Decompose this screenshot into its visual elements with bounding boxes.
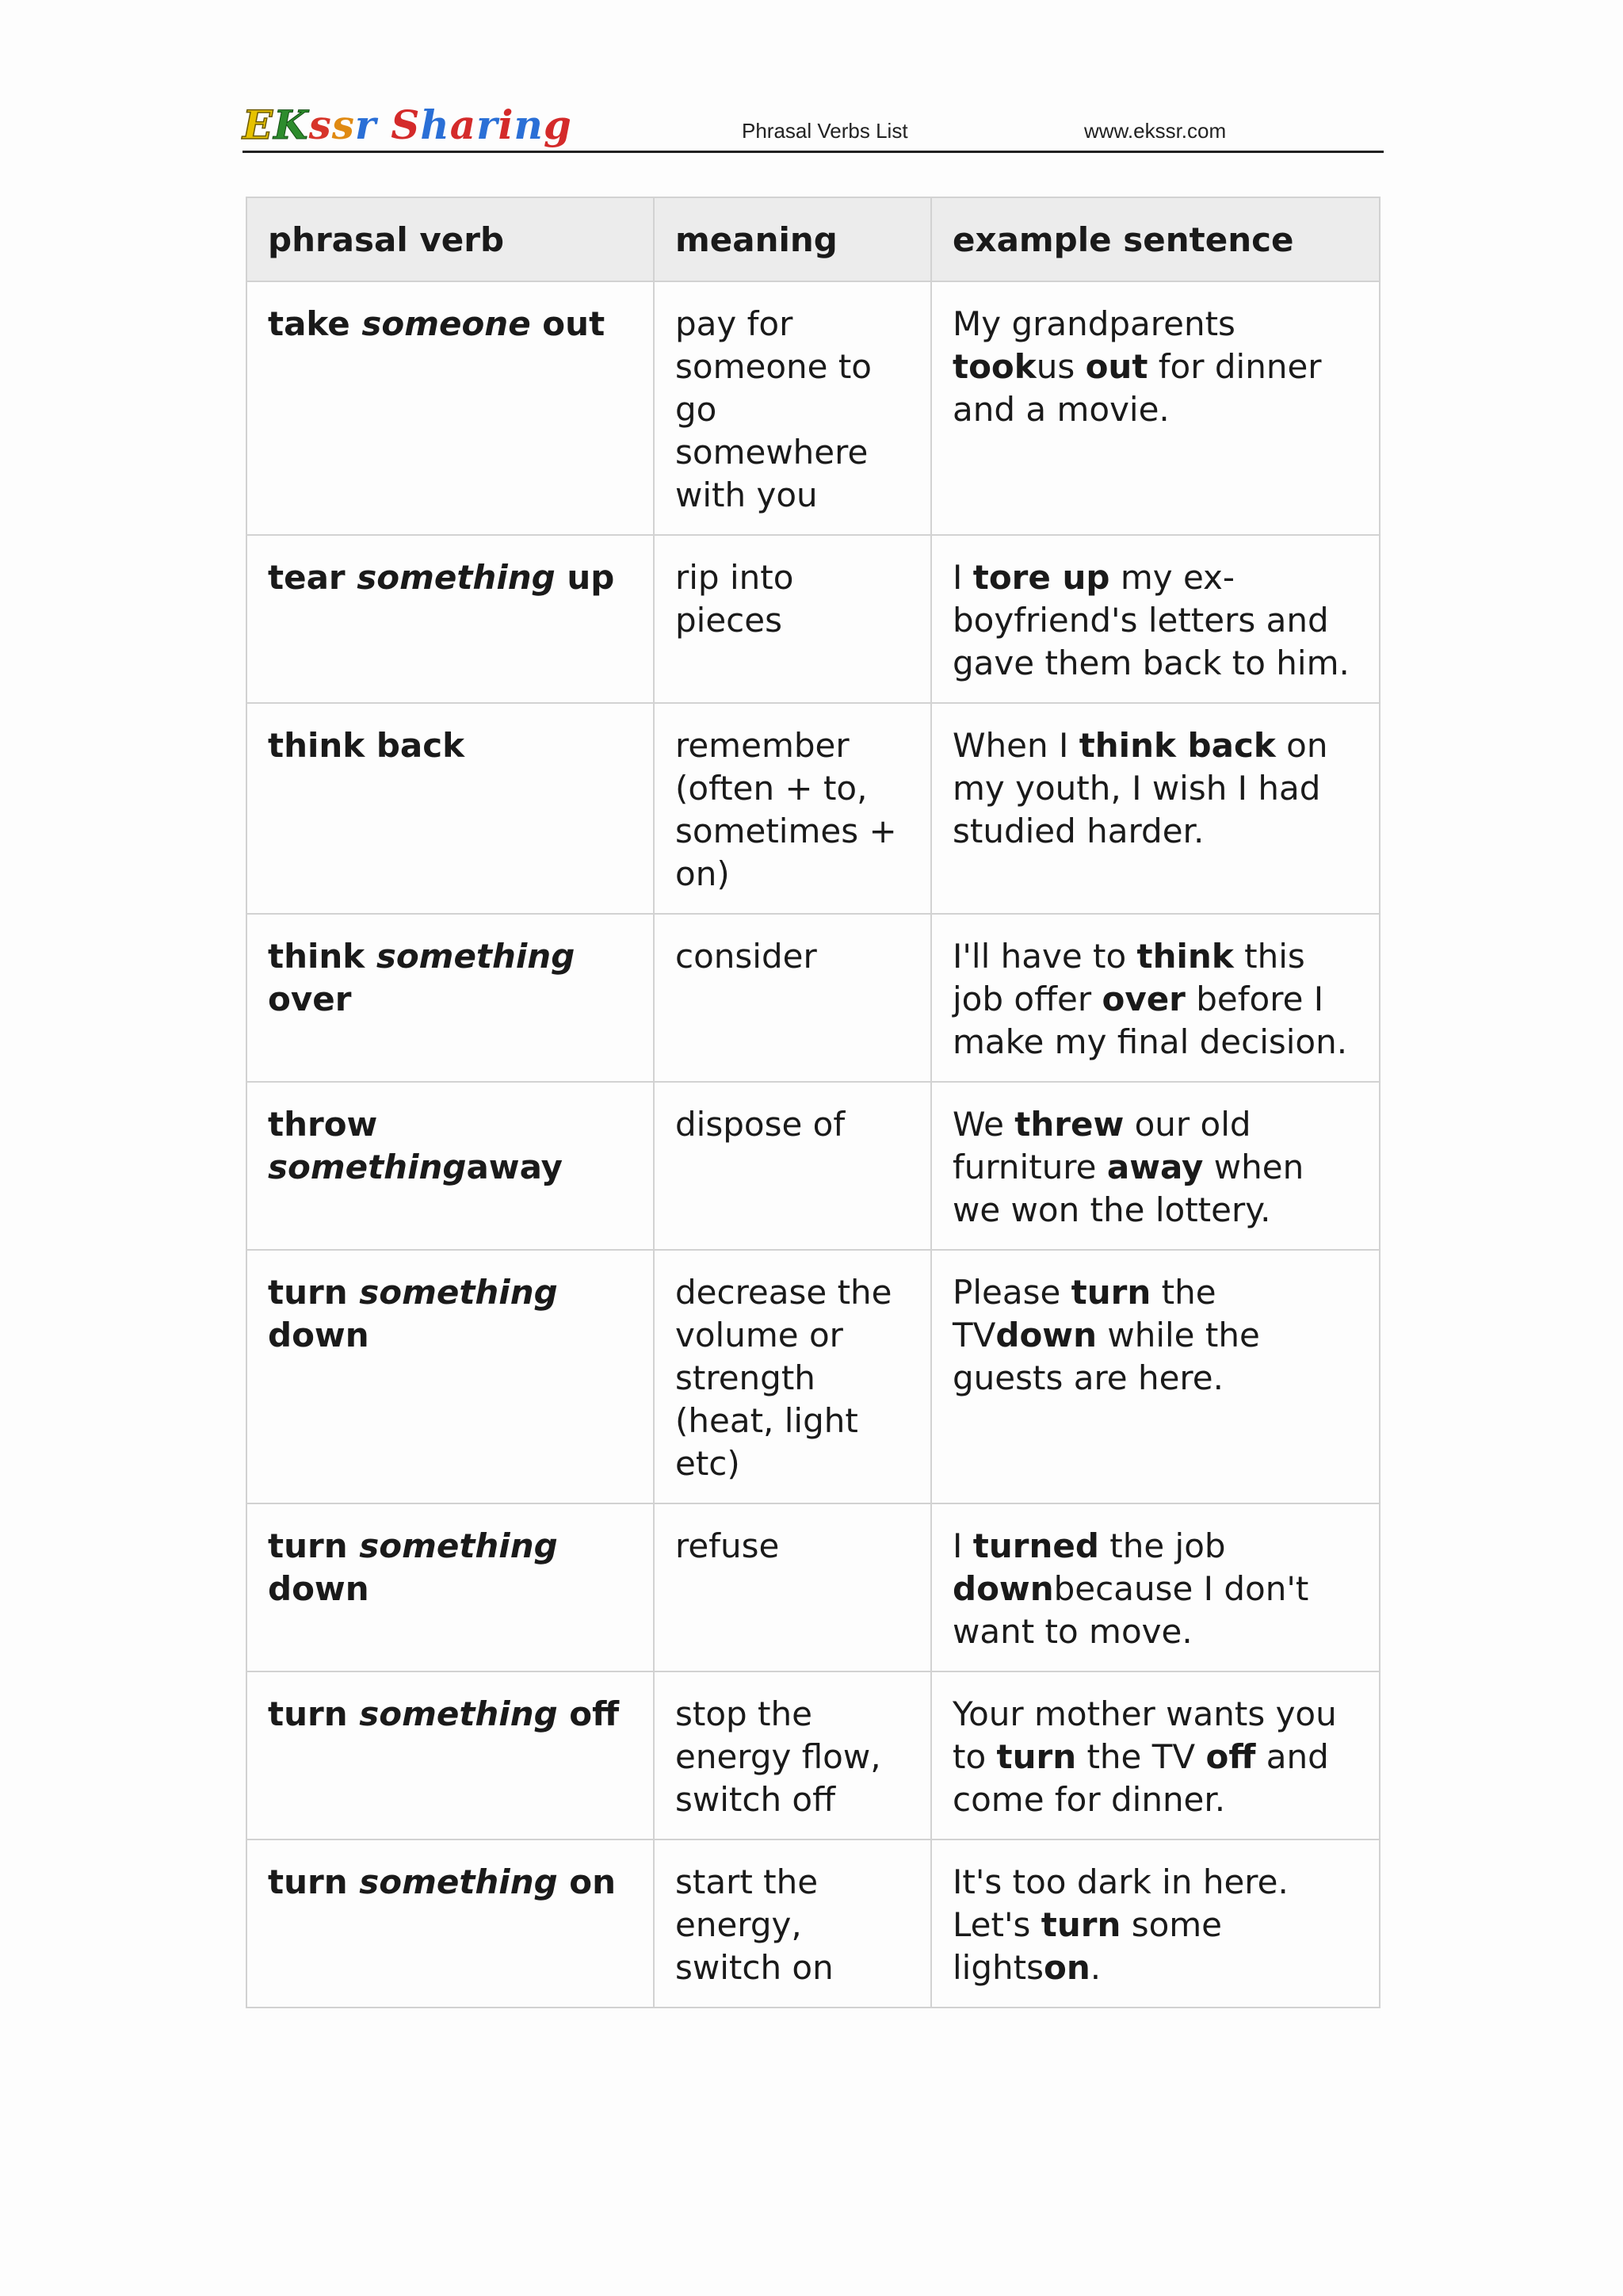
meaning-cell: dispose of — [654, 1082, 931, 1250]
meaning-cell: consider — [654, 914, 931, 1082]
table-header-row — [246, 197, 1380, 281]
text-run: out — [530, 304, 605, 343]
phrasal-verb-cell — [246, 1839, 654, 2008]
highlighted-words: off — [1205, 1737, 1256, 1776]
text-run: turn — [268, 1694, 360, 1733]
text-run: and come for dinner. — [953, 1737, 1329, 1819]
table-row — [246, 1082, 1380, 1250]
object-placeholder: something — [359, 1526, 558, 1565]
column-header-meaning: meaning — [654, 197, 931, 281]
table-row — [246, 1250, 1380, 1503]
highlighted-words: down — [953, 1569, 1054, 1608]
document-title: Phrasal Verbs List — [742, 119, 908, 143]
column-header-phrasal-verb: phrasal verb — [246, 197, 654, 281]
text-run: I'll have to — [953, 937, 1137, 976]
text-run: I — [953, 558, 973, 597]
text-run: on my youth, I wish I had studied harder. — [953, 726, 1328, 850]
text-run: for dinner and a movie. — [953, 347, 1322, 429]
text-run: my ex-boyfriend's letters and gave them back to him. — [953, 558, 1350, 682]
example-sentence-cell — [931, 281, 1380, 535]
column-header-example-sentence: example sentence — [931, 197, 1380, 281]
page-header — [242, 94, 1384, 153]
text-run: the job — [1098, 1526, 1226, 1565]
text-run: off — [557, 1694, 620, 1733]
phrasal-verbs-table — [246, 197, 1381, 2008]
highlighted-words: on — [1043, 1948, 1090, 1987]
example-sentence-cell — [931, 914, 1380, 1082]
text-run: My grandparents — [953, 304, 1235, 343]
text-run: some lights — [953, 1905, 1223, 1987]
phrasal-verb-cell — [246, 1250, 654, 1503]
example-sentence-cell — [931, 1671, 1380, 1839]
meaning-cell: refuse — [654, 1503, 931, 1671]
highlighted-words: threw — [1014, 1105, 1125, 1144]
table-header — [246, 197, 1380, 281]
meaning-cell: decrease the volume or strength (heat, light etc) — [654, 1250, 931, 1503]
table-row — [246, 1503, 1380, 1671]
highlighted-words: took — [953, 347, 1037, 386]
text-run: Please — [953, 1273, 1071, 1312]
highlighted-words: down — [995, 1316, 1098, 1354]
highlighted-words: over — [1102, 980, 1186, 1018]
example-sentence-cell — [931, 1503, 1380, 1671]
table-body — [246, 281, 1380, 2008]
highlighted-words: turn — [1071, 1273, 1151, 1312]
text-run: before I make my final decision. — [953, 980, 1348, 1061]
text-run: When I — [953, 726, 1079, 765]
text-run: while the guests are here. — [953, 1316, 1260, 1397]
text-run: the TV — [1076, 1737, 1206, 1776]
text-run: take — [268, 304, 362, 343]
highlighted-words: think — [1136, 937, 1234, 976]
text-run: turn — [268, 1862, 360, 1901]
text-run: . — [1090, 1948, 1102, 1987]
text-run: I — [953, 1526, 973, 1565]
object-placeholder: something — [268, 1148, 467, 1186]
object-placeholder: someone — [361, 304, 531, 343]
highlighted-words: away — [1106, 1148, 1204, 1186]
text-run: because I don't want to move. — [953, 1569, 1309, 1651]
example-sentence-cell — [931, 1250, 1380, 1503]
object-placeholder: something — [359, 1273, 558, 1312]
text-run: We — [953, 1105, 1015, 1144]
text-run: on — [557, 1862, 617, 1901]
highlighted-words: turned — [972, 1526, 1099, 1565]
table-row — [246, 703, 1380, 914]
text-run: think — [268, 937, 376, 976]
text-run: over — [268, 980, 352, 1018]
table-row — [246, 281, 1380, 535]
highlighted-words: turn — [996, 1737, 1077, 1776]
example-sentence-cell — [931, 703, 1380, 914]
text-run: us — [1036, 347, 1086, 386]
site-logo: EKssr Sharing — [242, 101, 572, 148]
phrasal-verb-cell — [246, 1082, 654, 1250]
example-sentence-cell — [931, 1082, 1380, 1250]
text-run: when we won the lottery. — [953, 1148, 1304, 1229]
phrasal-verb-cell — [246, 281, 654, 535]
text-run: tear — [268, 558, 357, 597]
example-sentence-cell — [931, 535, 1380, 703]
meaning-cell: stop the energy flow, switch off — [654, 1671, 931, 1839]
text-run: the TV — [953, 1273, 1216, 1354]
table-row — [246, 1671, 1380, 1839]
text-run: our old furniture — [953, 1105, 1251, 1186]
highlighted-words: think back — [1079, 726, 1276, 765]
meaning-cell: start the energy, switch on — [654, 1839, 931, 2008]
object-placeholder: something — [359, 1694, 558, 1733]
phrasal-verb-cell — [246, 535, 654, 703]
site-url: www.ekssr.com — [1084, 119, 1227, 143]
object-placeholder: something — [357, 558, 556, 597]
text-run: away — [466, 1148, 563, 1186]
phrasal-verb-cell — [246, 703, 654, 914]
phrasal-verb-cell — [246, 1671, 654, 1839]
table-row — [246, 914, 1380, 1082]
meaning-cell: remember (often + to, sometimes + on) — [654, 703, 931, 914]
text-run: think back — [268, 726, 465, 765]
object-placeholder: something — [359, 1862, 558, 1901]
highlighted-words: turn — [1041, 1905, 1121, 1944]
table-row — [246, 1839, 1380, 2008]
example-sentence-cell — [931, 1839, 1380, 2008]
phrasal-verb-cell — [246, 914, 654, 1082]
text-run: It's too dark in here. Let's — [953, 1862, 1289, 1944]
meaning-cell: rip into pieces — [654, 535, 931, 703]
text-run: this job offer — [953, 937, 1305, 1018]
table-row — [246, 535, 1380, 703]
text-run: throw — [268, 1105, 378, 1144]
object-placeholder: something — [376, 937, 575, 976]
text-run: down — [268, 1316, 369, 1354]
text-run: up — [555, 558, 615, 597]
text-run: down — [268, 1569, 369, 1608]
text-run: turn — [268, 1273, 360, 1312]
text-run: turn — [268, 1526, 360, 1565]
phrasal-verb-cell — [246, 1503, 654, 1671]
highlighted-words: tore up — [972, 558, 1110, 597]
text-run: Your mother wants you to — [953, 1694, 1337, 1776]
meaning-cell: pay for someone to go somewhere with you — [654, 281, 931, 535]
highlighted-words: out — [1085, 347, 1148, 386]
